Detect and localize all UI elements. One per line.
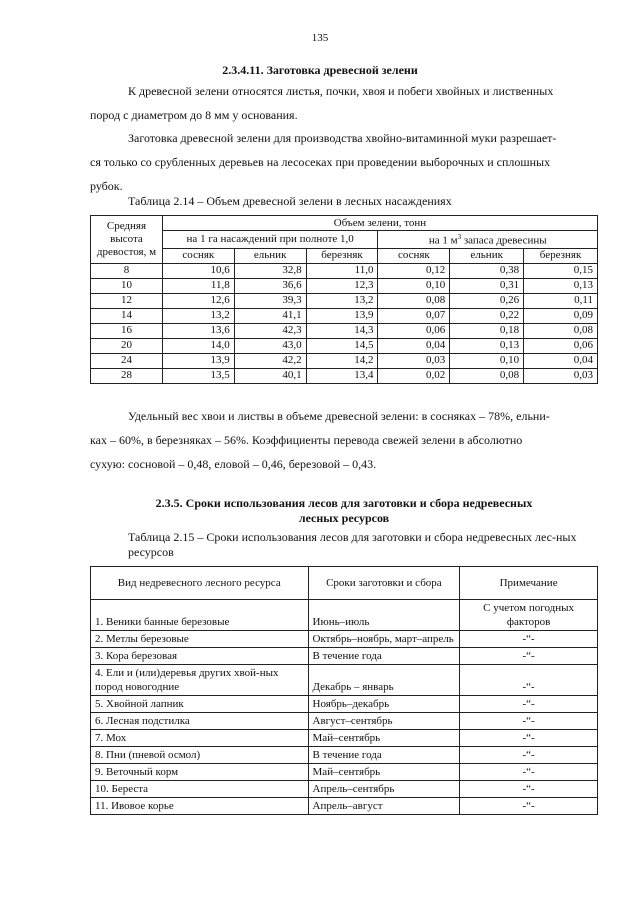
resource-cell: 11. Ивовое корье xyxy=(91,798,309,815)
paragraph-3-line-3: сухую: сосновой – 0,48, еловой – 0,46, березовой – 0,43. xyxy=(90,457,377,471)
table-2-14 xyxy=(90,215,598,384)
value-cell: 0,31 xyxy=(450,278,524,293)
value-cell: 0,15 xyxy=(524,263,598,278)
table-row xyxy=(91,764,598,781)
paragraph-2 xyxy=(90,126,598,198)
table-row xyxy=(91,293,598,308)
period-cell: Август–сентябрь xyxy=(308,713,460,730)
value-cell: 0,13 xyxy=(524,278,598,293)
table-row xyxy=(91,600,598,631)
value-cell: 0,04 xyxy=(524,353,598,368)
note-cell: -“- xyxy=(460,764,598,781)
period-cell: Апрель–август xyxy=(308,798,460,815)
value-cell: 12,3 xyxy=(306,278,378,293)
value-cell: 11,0 xyxy=(306,263,378,278)
table-row xyxy=(91,730,598,747)
note-cell: -“- xyxy=(460,631,598,648)
header-green-volume: Объем зелени, тонн xyxy=(162,216,597,231)
section-title-2-3-5 xyxy=(90,496,598,526)
resource-cell: 4. Ели и (или)деревья других хвой-ных пород новогодние xyxy=(91,665,309,696)
period-cell: Май–сентябрь xyxy=(308,764,460,781)
table-row xyxy=(91,338,598,353)
table-row xyxy=(91,713,598,730)
value-cell: 0,04 xyxy=(378,338,450,353)
period-cell: Ноябрь–декабрь xyxy=(308,696,460,713)
section-title-2-3-4-11: 2.3.4.11. Заготовка древесной зелени xyxy=(222,63,418,77)
paragraph-2-line-3: рубок. xyxy=(90,179,123,193)
table-row xyxy=(91,353,598,368)
height-cell: 14 xyxy=(91,308,163,323)
value-cell: 39,3 xyxy=(234,293,306,308)
table-row xyxy=(91,798,598,815)
header-resource-type: Вид недревесного лесного ресурса xyxy=(91,567,309,600)
value-cell: 0,02 xyxy=(378,368,450,383)
value-cell: 14,3 xyxy=(306,323,378,338)
resource-cell: 1. Веники банные березовые xyxy=(91,600,309,631)
paragraph-2-line-2: ся только со срубленных деревьев на лесосеках при проведении выборочных и сплошных xyxy=(90,155,551,169)
page-number: 135 xyxy=(311,32,329,44)
header-per-ha: на 1 га насаждений при полноте 1,0 xyxy=(162,231,378,249)
value-cell: 0,07 xyxy=(378,308,450,323)
value-cell: 13,9 xyxy=(306,308,378,323)
value-cell: 0,11 xyxy=(524,293,598,308)
note-cell: -“- xyxy=(460,798,598,815)
value-cell: 0,06 xyxy=(378,323,450,338)
value-cell: 13,2 xyxy=(306,293,378,308)
value-cell: 11,8 xyxy=(162,278,234,293)
table-2-15-caption: Таблица 2.15 – Сроки использования лесов для заготовки и сбора недревесных лес-ных ресурсов xyxy=(128,530,577,559)
paragraph-1 xyxy=(90,79,598,127)
value-cell: 0,08 xyxy=(524,323,598,338)
paragraph-3-line-2: ках – 60%, в березняках – 56%. Коэффициенты перевода свежей зелени в абсолютно xyxy=(90,433,523,447)
resource-cell: 7. Мох xyxy=(91,730,309,747)
value-cell: 12,6 xyxy=(162,293,234,308)
resource-cell: 8. Пни (пневой осмол) xyxy=(91,747,309,764)
table-row xyxy=(91,323,598,338)
resource-cell: 6. Лесная подстилка xyxy=(91,713,309,730)
value-cell: 13,9 xyxy=(162,353,234,368)
value-cell: 0,10 xyxy=(378,278,450,293)
period-cell: Декабрь – январь xyxy=(308,665,460,696)
value-cell: 0,12 xyxy=(378,263,450,278)
value-cell: 13,5 xyxy=(162,368,234,383)
value-cell: 0,26 xyxy=(450,293,524,308)
period-cell: Октябрь–ноябрь, март–апрель xyxy=(308,631,460,648)
height-cell: 8 xyxy=(91,263,163,278)
value-cell: 0,09 xyxy=(524,308,598,323)
period-cell: Апрель–сентябрь xyxy=(308,781,460,798)
paragraph-2-line-1: Заготовка древесной зелени для производства хвойно-витаминной муки разрешает- xyxy=(128,131,557,145)
table-2-14-body xyxy=(91,263,598,383)
note-cell: -“- xyxy=(460,781,598,798)
section-title-line-2: лесных ресурсов xyxy=(298,511,390,525)
value-cell: 0,18 xyxy=(450,323,524,338)
value-cell: 41,1 xyxy=(234,308,306,323)
table-row xyxy=(91,368,598,383)
header-per-m3: на 1 $м^3$ запаса древесины xyxy=(378,231,598,249)
value-cell: 43,0 xyxy=(234,338,306,353)
note-cell: -“- xyxy=(460,696,598,713)
value-cell: 0,06 xyxy=(524,338,598,353)
resource-cell: 10. Береста xyxy=(91,781,309,798)
table-row xyxy=(91,696,598,713)
period-cell: В течение года xyxy=(308,648,460,665)
period-cell: В течение года xyxy=(308,747,460,764)
note-cell: -“- xyxy=(460,665,598,696)
header-species: ельник xyxy=(234,248,306,263)
paragraph-1-line-1: К древесной зелени относятся листья, почки, хвоя и побеги хвойных и лиственных xyxy=(128,84,554,98)
value-cell: 0,03 xyxy=(378,353,450,368)
value-cell: 0,13 xyxy=(450,338,524,353)
value-cell: 0,22 xyxy=(450,308,524,323)
height-cell: 16 xyxy=(91,323,163,338)
value-cell: 42,2 xyxy=(234,353,306,368)
value-cell: 10,6 xyxy=(162,263,234,278)
table-2-15-body xyxy=(91,600,598,815)
header-species: березняк xyxy=(306,248,378,263)
value-cell: 36,6 xyxy=(234,278,306,293)
note-cell: -“- xyxy=(460,730,598,747)
value-cell: 14,5 xyxy=(306,338,378,353)
table-row xyxy=(91,648,598,665)
period-cell: Июнь–июль xyxy=(308,600,460,631)
table-row xyxy=(91,781,598,798)
height-cell: 20 xyxy=(91,338,163,353)
note-cell: -“- xyxy=(460,648,598,665)
table-row xyxy=(91,308,598,323)
paragraph-3 xyxy=(90,404,598,476)
note-cell: -“- xyxy=(460,713,598,730)
value-cell: 13,4 xyxy=(306,368,378,383)
header-note: Примечание xyxy=(460,567,598,600)
table-row xyxy=(91,665,598,696)
table-2-14-caption: Таблица 2.14 – Объем древесной зелени в лесных насаждениях xyxy=(128,194,452,208)
table-row xyxy=(91,631,598,648)
value-cell: 32,8 xyxy=(234,263,306,278)
table-2-15 xyxy=(90,566,598,815)
height-cell: 28 xyxy=(91,368,163,383)
height-cell: 12 xyxy=(91,293,163,308)
value-cell: 0,08 xyxy=(378,293,450,308)
value-cell: 0,03 xyxy=(524,368,598,383)
header-period: Сроки заготовки и сбора xyxy=(308,567,460,600)
header-species: сосняк xyxy=(378,248,450,263)
table-row xyxy=(91,263,598,278)
height-cell: 24 xyxy=(91,353,163,368)
table-row xyxy=(91,747,598,764)
value-cell: 0,08 xyxy=(450,368,524,383)
note-cell: -“- xyxy=(460,747,598,764)
resource-cell: 5. Хвойной лапник xyxy=(91,696,309,713)
value-cell: 13,6 xyxy=(162,323,234,338)
value-cell: 14,2 xyxy=(306,353,378,368)
paragraph-3-line-1: Удельный вес хвои и листвы в объеме древесной зелени: в сосняках – 78%, ельни- xyxy=(128,409,550,423)
header-species: ельник xyxy=(450,248,524,263)
period-cell: Май–сентябрь xyxy=(308,730,460,747)
header-species: сосняк xyxy=(162,248,234,263)
value-cell: 40,1 xyxy=(234,368,306,383)
value-cell: 0,38 xyxy=(450,263,524,278)
table-row xyxy=(91,278,598,293)
paragraph-1-line-2: пород с диаметром до 8 мм у основания. xyxy=(90,108,298,122)
height-cell: 10 xyxy=(91,278,163,293)
header-avg-height: Средняя высота древостоя, м xyxy=(91,216,163,264)
resource-cell: 9. Веточный корм xyxy=(91,764,309,781)
value-cell: 42,3 xyxy=(234,323,306,338)
resource-cell: 3. Кора березовая xyxy=(91,648,309,665)
value-cell: 13,2 xyxy=(162,308,234,323)
value-cell: 0,10 xyxy=(450,353,524,368)
value-cell: 14,0 xyxy=(162,338,234,353)
header-species: березняк xyxy=(524,248,598,263)
note-cell: С учетом погодных факторов xyxy=(460,600,598,631)
resource-cell: 2. Метлы березовые xyxy=(91,631,309,648)
section-title-line-1: 2.3.5. Сроки использования лесов для заготовки и сбора недревесных xyxy=(155,496,533,510)
